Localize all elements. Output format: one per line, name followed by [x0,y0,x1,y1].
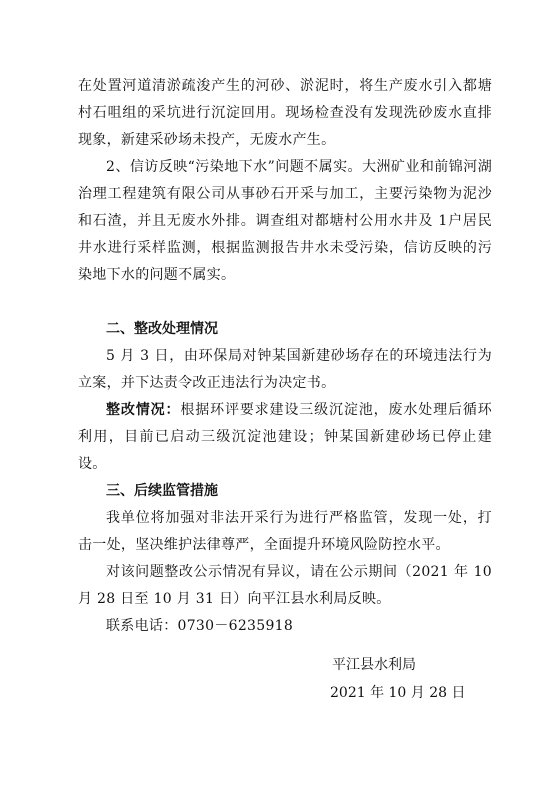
intro-paragraph: 在处置河道清淤疏浚产生的河砂、淤泥时，将生产废水引入都塘村石咀组的采坑进行沉淀回用。现场检查没有发现洗砂废水直排现象，新建采砂场未投产，无废水产生。 [78,78,492,148]
section-heading-rectification: 二、整改处理情况 [106,321,218,337]
rectification-status-label: 整改情况： [106,402,181,418]
contact-phone: 联系电话：0730－6235918 [106,618,294,634]
item-2-paragraph: 2、信访反映“污染地下水”问题不属实。大洲矿业和前锦河湖治理工程建筑有限公司从事砂石开采与加工，主要污染物为泥沙和石渣，并且无废水外排。调查组对都塘村公用水井及 1户居民井水进行采样监测，根据监测报告井水未受污染，信访反映的污染地下水的问题不属实。 [78,159,492,283]
section-heading-supervision: 三、后续监管措施 [106,483,218,499]
objection-paragraph: 对该问题整改公示情况有异议，请在公示期间（2021 年 10月 28 日至 10 月 31 日）向平江县水利局反映。 [78,564,492,607]
signature-organization: 平江县水利局 [332,657,416,673]
may-3-paragraph: 5 月 3 日，由环保局对钟某国新建砂场存在的环境违法行为立案，并下达责令改正违法行为决定书。 [78,348,492,391]
signature-date: 2021 年 10 月 28 日 [330,685,466,701]
rectification-status-paragraph [78,397,492,478]
supervision-paragraph: 我单位将加强对非法开采行为进行严格监管，发现一处，打击一处，坚决维护法律尊严，全面提升环境风险防控水平。 [78,510,492,553]
rectification-status-text: 根据环评要求建设三级沉淀池，废水处理后循环利用，目前已启动三级沉淀池建设；钟某国新建砂场已停止建设。 [78,402,492,472]
